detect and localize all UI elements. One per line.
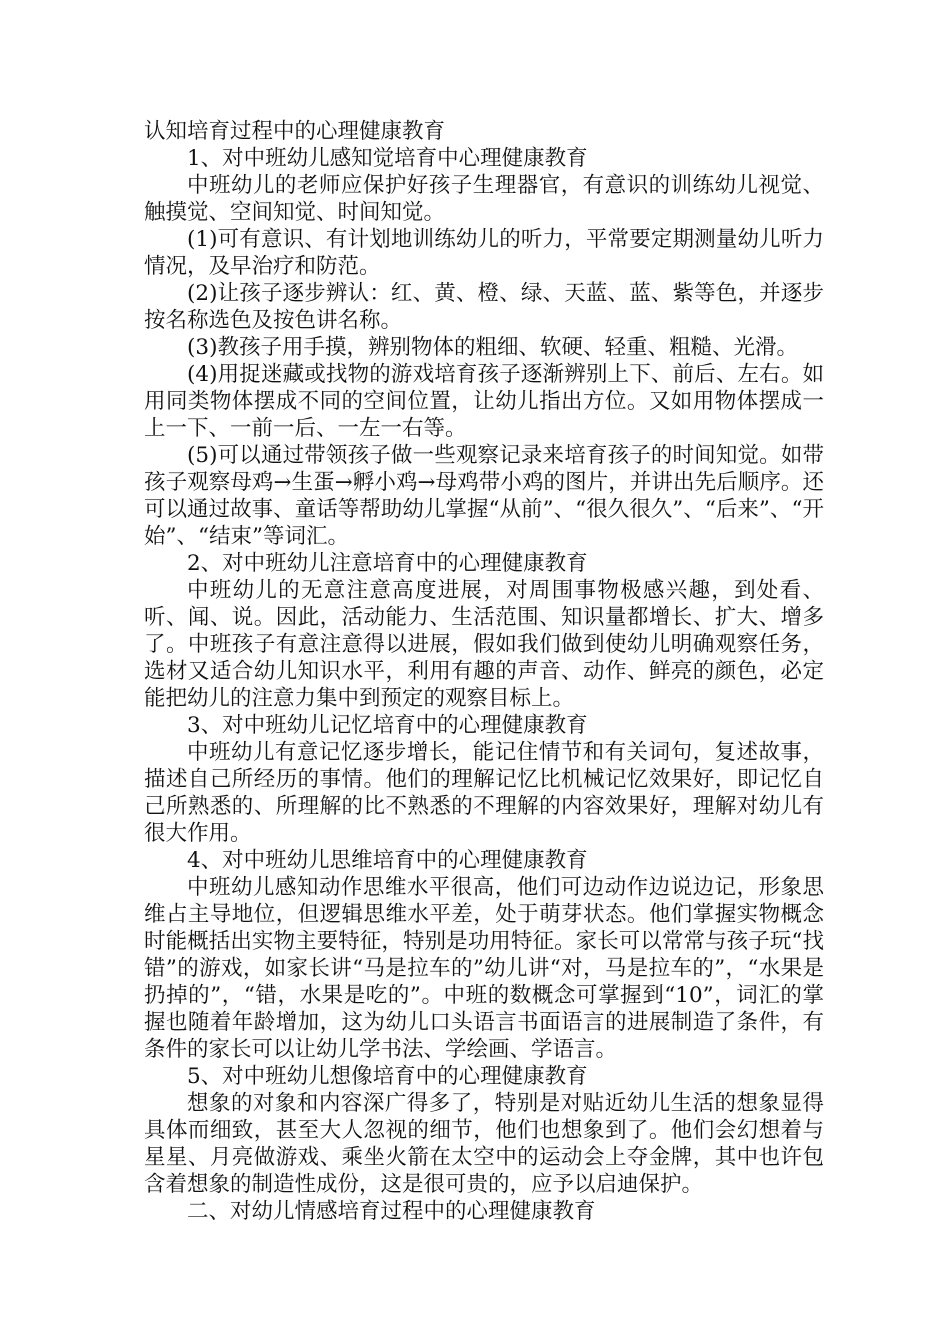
document-page <box>144 118 824 1225</box>
subsection-heading-5: 5、对中班幼儿想像培育中的心理健康教育 <box>187 1064 588 1089</box>
subsection-heading-2: 2、对中班幼儿注意培育中的心理健康教育 <box>187 551 588 576</box>
paragraph: 想象的对象和内容深广得多了，特别是对贴近幼儿生活的想象显得具体而细致，甚至大人忽视的细节，他们也想象到了。他们会幻想着与星星、月亮做游戏、乘坐火箭在太空中的运动会上夺金牌，其中也许包含着想象的制造性成份，这是很可贵的，应予以启迪保护。 <box>144 1091 824 1197</box>
list-item-5: (5)可以通过带领孩子做一些观察记录来培育孩子的时间知觉。如带孩子观察母鸡→生蛋→孵小鸡→母鸡带小鸡的图片，并讲出先后顺序。还可以通过故事、童话等帮助幼儿掌握“从前”、“很久很久”、“后来”、“开始”、“结束”等词汇。 <box>144 443 824 549</box>
subsection-heading-3: 3、对中班幼儿记忆培育中的心理健康教育 <box>187 713 588 738</box>
subsection-heading-1: 1、对中班幼儿感知觉培育中心理健康教育 <box>187 146 588 171</box>
section-heading: 认知培育过程中的心理健康教育 <box>144 119 446 144</box>
list-item-1: (1)可有意识、有计划地训练幼儿的听力，平常要定期测量幼儿听力情况，及早治疗和防范。 <box>144 227 824 279</box>
list-item-2: (2)让孩子逐步辨认：红、黄、橙、绿、天蓝、蓝、紫等色，并逐步按名称选色及按色讲名称。 <box>144 281 824 333</box>
list-item-3: (3)教孩子用手摸，辨别物体的粗细、软硬、轻重、粗糙、光滑。 <box>187 335 798 360</box>
subsection-heading-4: 4、对中班幼儿思维培育中的心理健康教育 <box>187 848 588 873</box>
paragraph: 中班幼儿有意记忆逐步增长，能记住情节和有关词句，复述故事，描述自己所经历的事情。他们的理解记忆比机械记忆效果好，即记忆自己所熟悉的、所理解的比不熟悉的不理解的内容效果好，理解对幼儿有很大作用。 <box>144 740 824 846</box>
paragraph: 中班幼儿感知动作思维水平很高，他们可边动作边说边记，形象思维占主导地位，但逻辑思维水平差，处于萌芽状态。他们掌握实物概念时能概括出实物主要特征，特别是功用特征。家长可以常常与孩子玩“找错”的游戏，如家长讲“马是拉车的”幼儿讲“对，马是拉车的”，“水果是扔掉的”，“错，水果是吃的”。中班的数概念可掌握到“10”，词汇的掌握也随着年龄增加，这为幼儿口头语言书面语言的进展制造了条件，有条件的家长可以让幼儿学书法、学绘画、学语言。 <box>144 875 824 1062</box>
section-heading-2: 二、对幼儿情感培育过程中的心理健康教育 <box>187 1199 596 1224</box>
paragraph: 中班幼儿的无意注意高度进展，对周围事物极感兴趣，到处看、听、闻、说。因此，活动能力、生活范围、知识量都增长、扩大、增多了。中班孩子有意注意得以进展，假如我们做到使幼儿明确观察任务，选材又适合幼儿知识水平，利用有趣的声音、动作、鲜亮的颜色，必定能把幼儿的注意力集中到预定的观察目标上。 <box>144 578 824 711</box>
list-item-4: (4)用捉迷藏或找物的游戏培育孩子逐渐辨别上下、前后、左右。如用同类物体摆成不同的空间位置，让幼儿指出方位。又如用物体摆成一上一下、一前一后、一左一右等。 <box>144 362 824 441</box>
paragraph: 中班幼儿的老师应保护好孩子生理器官，有意识的训练幼儿视觉、触摸觉、空间知觉、时间知觉。 <box>144 173 824 225</box>
